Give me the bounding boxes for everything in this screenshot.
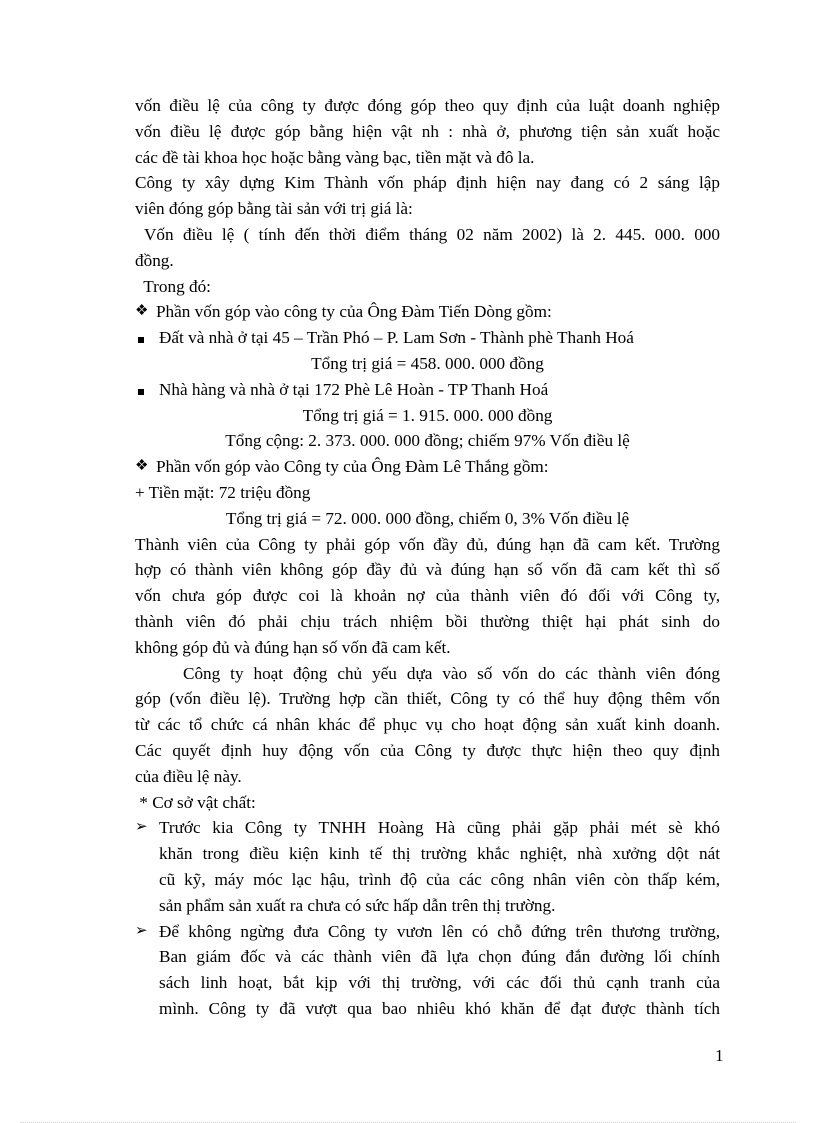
text-line: Trong đó: — [135, 276, 211, 296]
value-line: Tổng trị giá = 1. 915. 000. 000 đồng — [302, 405, 553, 425]
text-line: vốn điều lệ của công ty được đóng góp theo quy định của luật doanh nghiệp — [135, 96, 720, 115]
text-line: khăn trong điều kiện kinh tế thị trường khắc nghiệt, nhà xưởng dột nát — [159, 844, 720, 864]
bullet-text: Phần vốn góp vào Công ty của Ông Đàm Lê Thắng gồm: — [156, 457, 549, 477]
document-body — [135, 93, 720, 1022]
text-line: của điều lệ này. — [135, 766, 242, 786]
bullet-item — [135, 325, 720, 351]
text-line: hợp có thành viên không góp đầy đủ và đúng hạn số vốn đã cam kết thì số — [135, 560, 720, 580]
text-line: cũ kỹ, máy móc lạc hậu, trình độ của các công nhân viên còn thấp kém, — [159, 869, 720, 889]
text-line: sản phẩm sản xuất ra chưa có sức hấp dẫn trên thị trường. — [159, 895, 556, 915]
text-line: viên đóng góp bằng tài sản với trị giá là: — [135, 199, 413, 219]
text-line: Vốn điều lệ ( tính đến thời điểm tháng 02 năm 2002) là 2. 445. 000. 000 — [135, 224, 720, 244]
bullet-item — [135, 377, 720, 403]
square-bullet-icon — [135, 377, 159, 403]
page-number: 1 — [715, 1046, 724, 1065]
section-heading: * Cơ sở vật chất: — [135, 792, 256, 812]
text-line: thành viên đó phải chịu trách nhiệm bồi thường thiệt hại phát sinh do — [135, 611, 720, 631]
total-line: Tổng trị giá = 72. 000. 000 đồng, chiếm 0, 3% Vốn điều lệ — [225, 508, 630, 528]
arrow-bullet-icon: ➢ — [135, 922, 148, 939]
bullet-text: Phần vốn góp vào công ty của Ông Đàm Tiến Dòng gồm: — [156, 302, 552, 322]
text-line: sách linh hoạt, bắt kịp với thị trường, với các đối thủ cạnh tranh của — [159, 973, 720, 993]
text-line: đồng. — [135, 250, 174, 270]
text-line: không góp đủ và đúng hạn số vốn đã cam kết. — [135, 637, 451, 657]
total-line: Tổng cộng: 2. 373. 000. 000 đồng; chiếm 97% Vốn điều lệ — [225, 431, 630, 451]
text-line: Ban giám đốc và các thành viên đã lựa chọn đúng đắn đường lối chính — [159, 947, 720, 967]
arrow-bullet-icon: ➢ — [135, 819, 148, 836]
bullet-text: Đất và nhà ở tại 45 – Trần Phó – P. Lam Sơn - Thành phè Thanh Hoá — [159, 328, 634, 348]
text-line: góp (vốn điều lệ). Trường hợp cần thiết, Công ty có thể huy động thêm vốn — [135, 689, 720, 709]
text-line: từ các tổ chức cá nhân khác để phục vụ cho hoạt động sản xuất kinh doanh. — [135, 715, 720, 735]
square-bullet-icon — [135, 325, 159, 351]
text-line: vốn chưa góp được coi là khoản nợ của thành viên đó đối với Công ty, — [135, 586, 720, 606]
arrow-bullet-item — [135, 919, 720, 1022]
value-line: Tổng trị giá = 458. 000. 000 đồng — [311, 353, 544, 373]
text-line: Công ty hoạt động chủ yếu dựa vào số vốn do các thành viên đóng — [183, 663, 720, 683]
text-line: + Tiền mặt: 72 triệu đồng — [135, 482, 311, 502]
text-line: Thành viên của Công ty phải góp vốn đầy đủ, đúng hạn đã cam kết. Trường — [135, 534, 720, 554]
arrow-bullet-item — [135, 815, 720, 918]
text-line: Công ty xây dựng Kim Thành vốn pháp định hiện nay đang có 2 sáng lập — [135, 173, 720, 193]
diamond-bullet-icon: ❖ — [135, 458, 149, 475]
text-line: mình. Công ty đã vượt qua bao nhiêu khó khăn để đạt được thành tích — [159, 998, 720, 1018]
text-line: vốn điều lệ được góp bằng hiện vật nh : nhà ở, phương tiện sản xuất hoặc — [135, 121, 720, 141]
text-line: các đề tài khoa học hoặc bằng vàng bạc, tiền mặt và đô la. — [135, 147, 535, 167]
bullet-item — [135, 299, 720, 325]
text-line: Để không ngừng đưa Công ty vươn lên có chỗ đứng trên thương trường, — [159, 921, 720, 941]
bullet-item — [135, 454, 720, 480]
text-line: Trước kia Công ty TNHH Hoàng Hà cũng phải gặp phải mét sè khó — [159, 818, 720, 838]
bullet-text: Nhà hàng và nhà ở tại 172 Phè Lê Hoàn - TP Thanh Hoá — [159, 379, 549, 399]
text-line: Các quyết định huy động vốn của Công ty được thực hiện theo quy định — [135, 740, 720, 760]
diamond-bullet-icon: ❖ — [135, 303, 149, 320]
